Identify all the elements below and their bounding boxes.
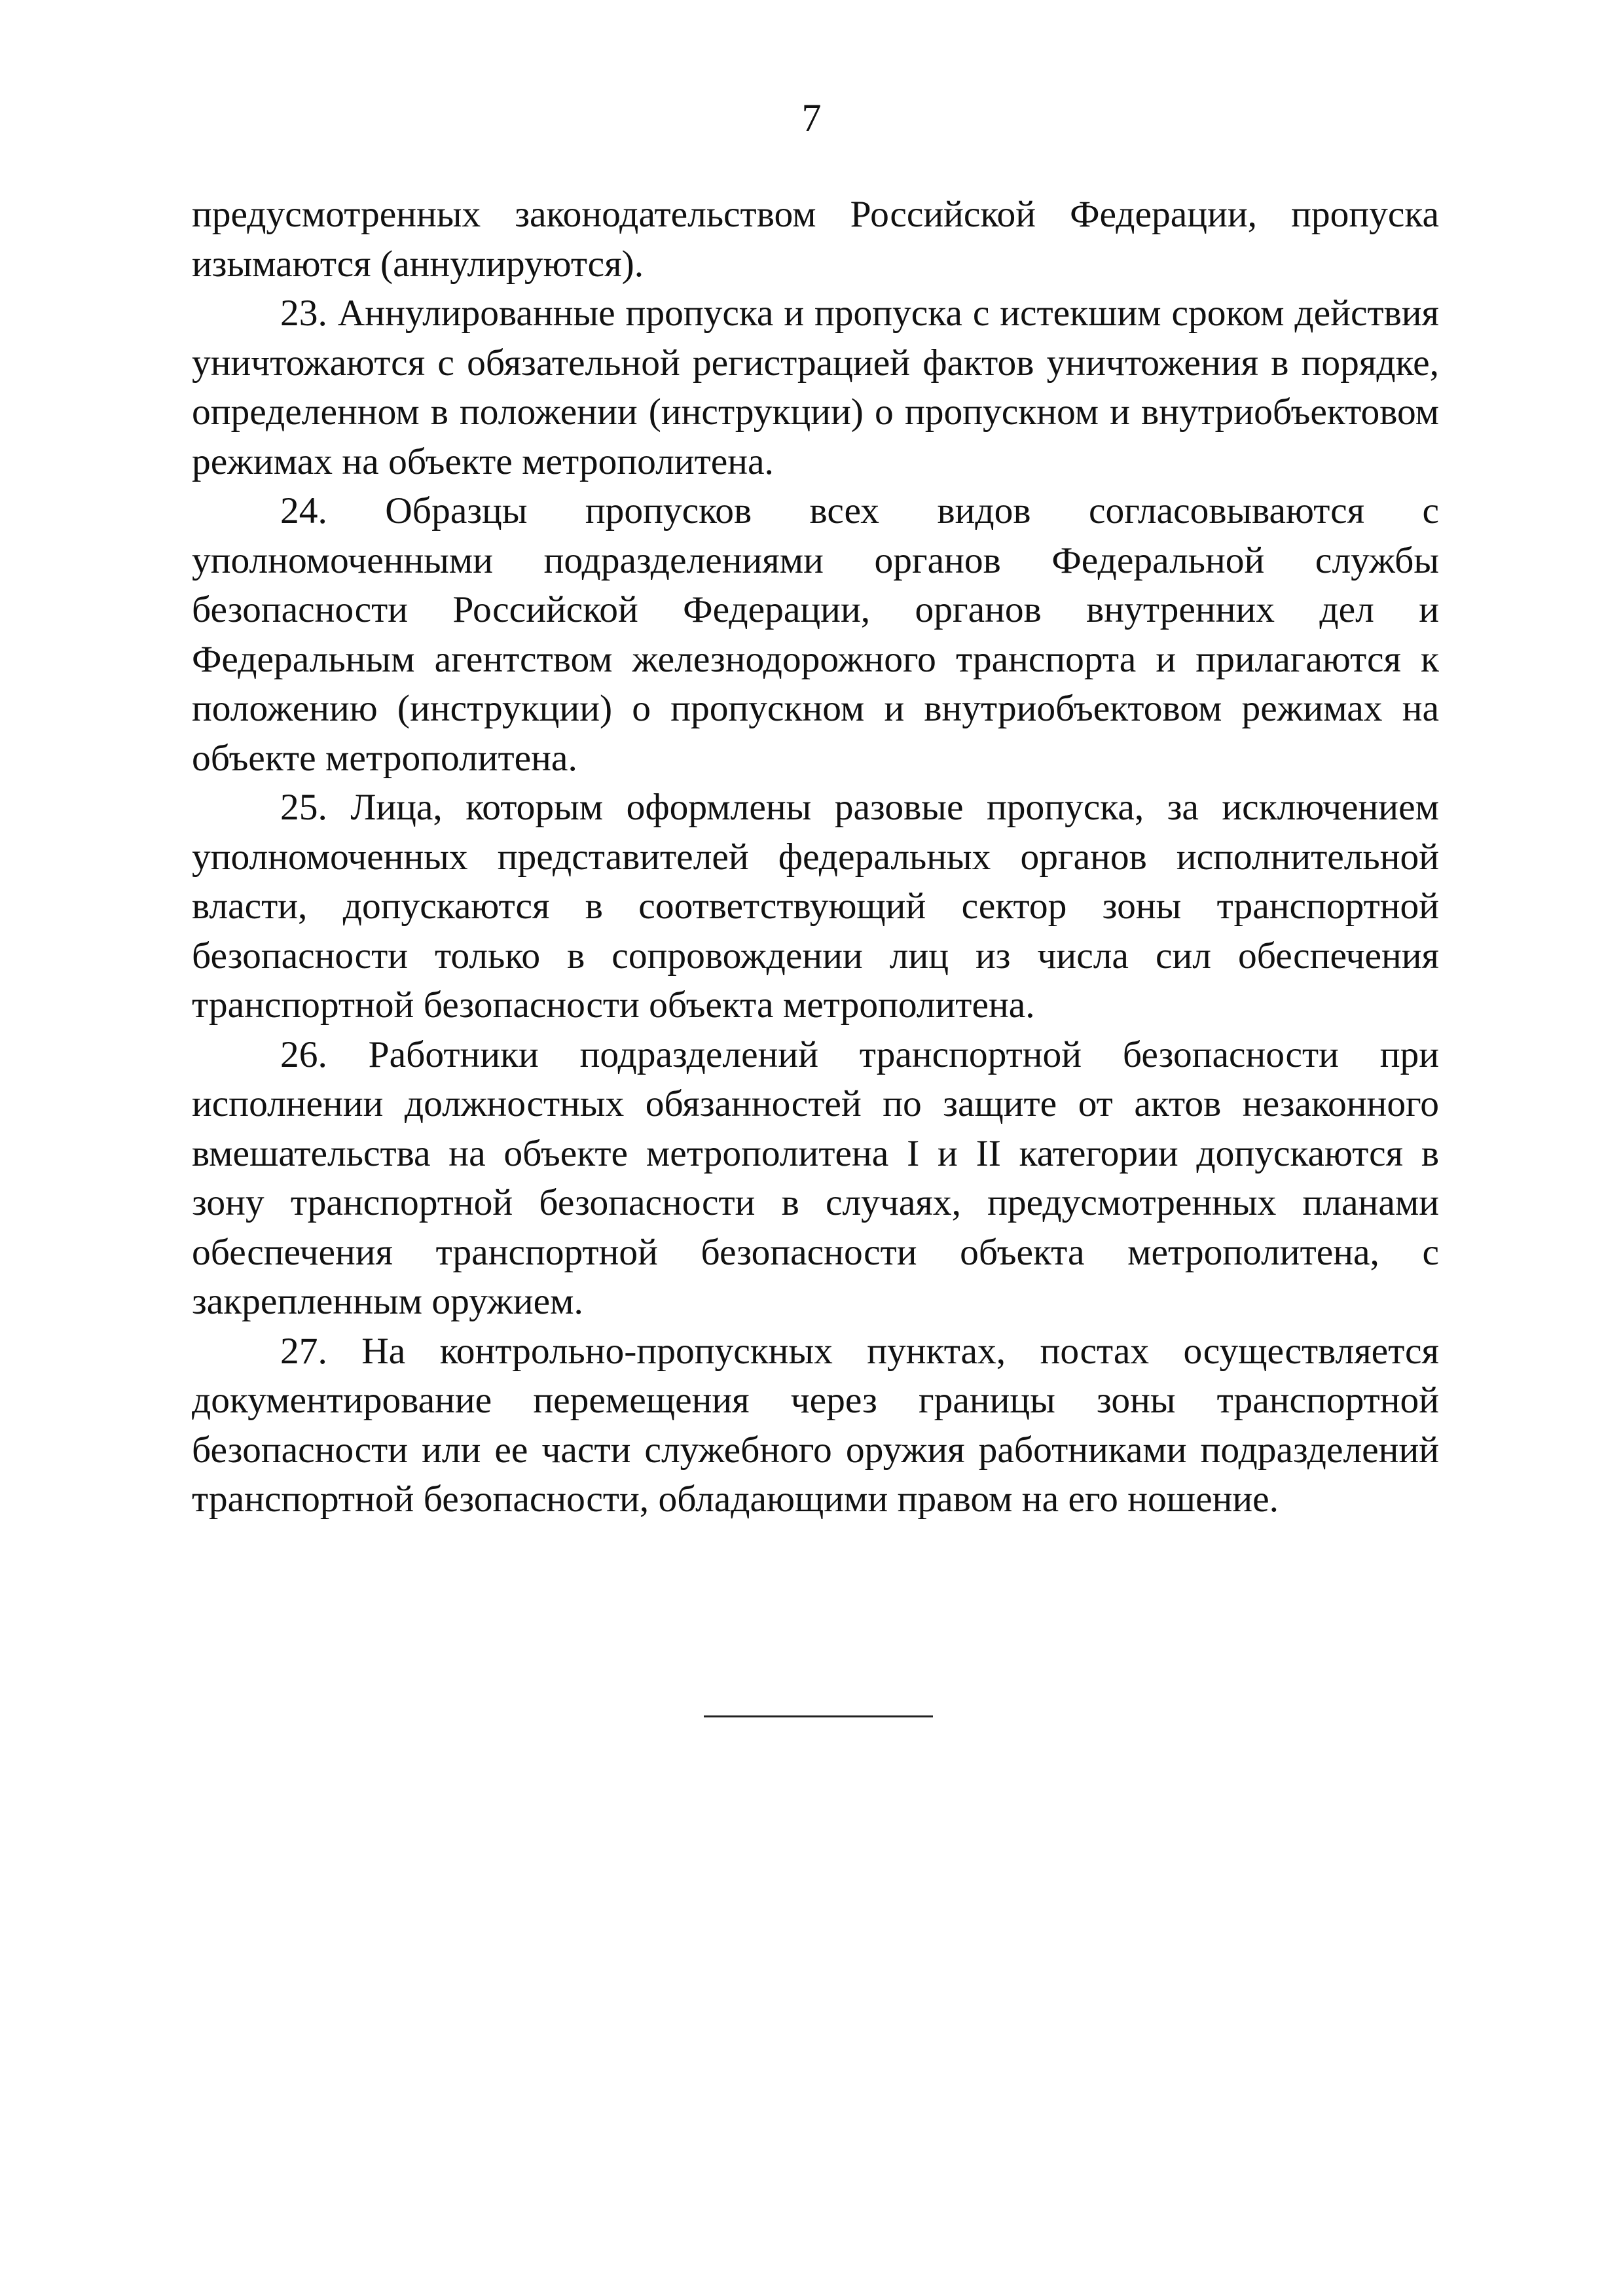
paragraph-24: 24. Образцы пропусков всех видов согласовываются с уполномоченными подразделениями органов Федеральной службы безопасности Российской Федерации, органов внутренних дел и Федеральным агентством железнодорожного транспорта и прилагаются к положению (инструкции) о пропускном и внутриобъектовом режимах на объекте метрополитена. xyxy=(192,490,1439,779)
paragraph-continuation: предусмотренных законодательством Российской Федерации, пропуска изымаются (аннулируются). xyxy=(192,194,1439,285)
paragraph-25: 25. Лица, которым оформлены разовые пропуска, за исключением уполномоченных представителей федеральных органов исполнительной власти, допускаются в соответствующий сектор зоны транспортной безопасности только в сопровождении лиц из числа сил обеспечения транспортной безопасности объекта метрополитена. xyxy=(192,787,1439,1026)
document-body xyxy=(192,190,1439,1524)
paragraph-27: 27. На контрольно-пропускных пунктах, постах осуществляется документирование перемещения через границы зоны транспортной безопасности или ее части служебного оружия работниками подразделений транспортной безопасности, обладающими правом на его ношение. xyxy=(192,1330,1439,1520)
end-of-document-rule xyxy=(704,1715,933,1717)
paragraph-23: 23. Аннулированные пропуска и пропуска с истекшим сроком действия уничтожаются с обязательной регистрацией фактов уничтожения в порядке, определенном в положении (инструкции) о пропускном и внутриобъектовом режимах на объекте метрополитена. xyxy=(192,293,1439,482)
paragraph-26: 26. Работники подразделений транспортной безопасности при исполнении должностных обязанностей по защите от актов незаконного вмешательства на объекте метрополитена I и II категории допускаются в зону транспортной безопасности в случаях, предусмотренных планами обеспечения транспортной безопасности объекта метрополитена, с закрепленным оружием. xyxy=(192,1033,1439,1322)
page-number: 7 xyxy=(801,96,822,139)
